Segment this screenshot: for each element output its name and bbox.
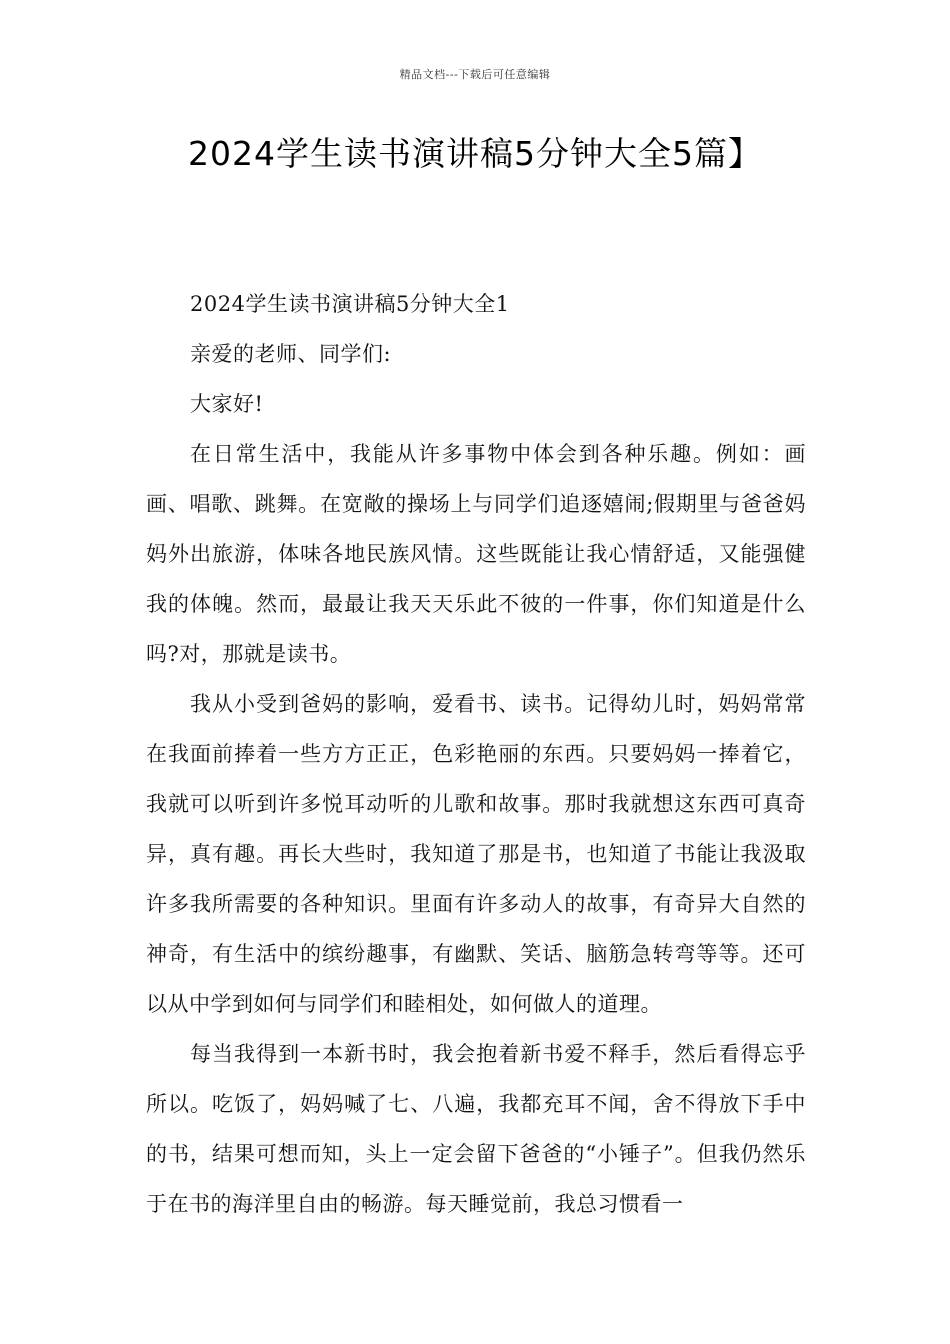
paragraph-greeting: 亲爱的老师、同学们: [190, 342, 392, 366]
paragraph-hello: 大家好! [190, 392, 264, 416]
document-title: 2024学生读书演讲稿5分钟大全5篇】 [188, 134, 762, 173]
header-note: 精品文档---下载后可任意编辑 [399, 68, 551, 81]
document-body [146, 279, 806, 1229]
paragraph-subtitle: 2024学生读书演讲稿5分钟大全1 [190, 292, 510, 316]
paragraph-body: 每当我得到一本新书时，我会抱着新书爱不释手，然后看得忘乎所以。吃饭了，妈妈喊了七、八遍，我都充耳不闻，舍不得放下手中的书，结果可想而知，头上一定会留下爸爸的“小锤子”。但我仍然乐于在书的海洋里自由的畅游。每天睡觉前，我总习惯看一 [146, 1042, 806, 1216]
paragraph-body: 我从小受到爸妈的影响，爱看书、读书。记得幼儿时，妈妈常常在我面前捧着一些方方正正，色彩艳丽的东西。只要妈妈一捧着它，我就可以听到许多悦耳动听的儿歌和故事。那时我就想这东西可真奇异，真有趣。再长大些时，我知道了那是书，也知道了书能让我汲取许多我所需要的各种知识。里面有许多动人的故事，有奇异大自然的神奇，有生活中的缤纷趣事，有幽默、笑话、脑筋急转弯等等。还可以从中学到如何与同学们和睦相处，如何做人的道理。 [146, 692, 806, 1016]
paragraph-body: 在日常生活中，我能从许多事物中体会到各种乐趣。例如：画画、唱歌、跳舞。在宽敞的操场上与同学们追逐嬉闹;假期里与爸爸妈妈外出旅游，体味各地民族风情。这些既能让我心情舒适，又能强健我的体魄。然而，最最让我天天乐此不彼的一件事，你们知道是什么吗?对，那就是读书。 [146, 442, 806, 666]
